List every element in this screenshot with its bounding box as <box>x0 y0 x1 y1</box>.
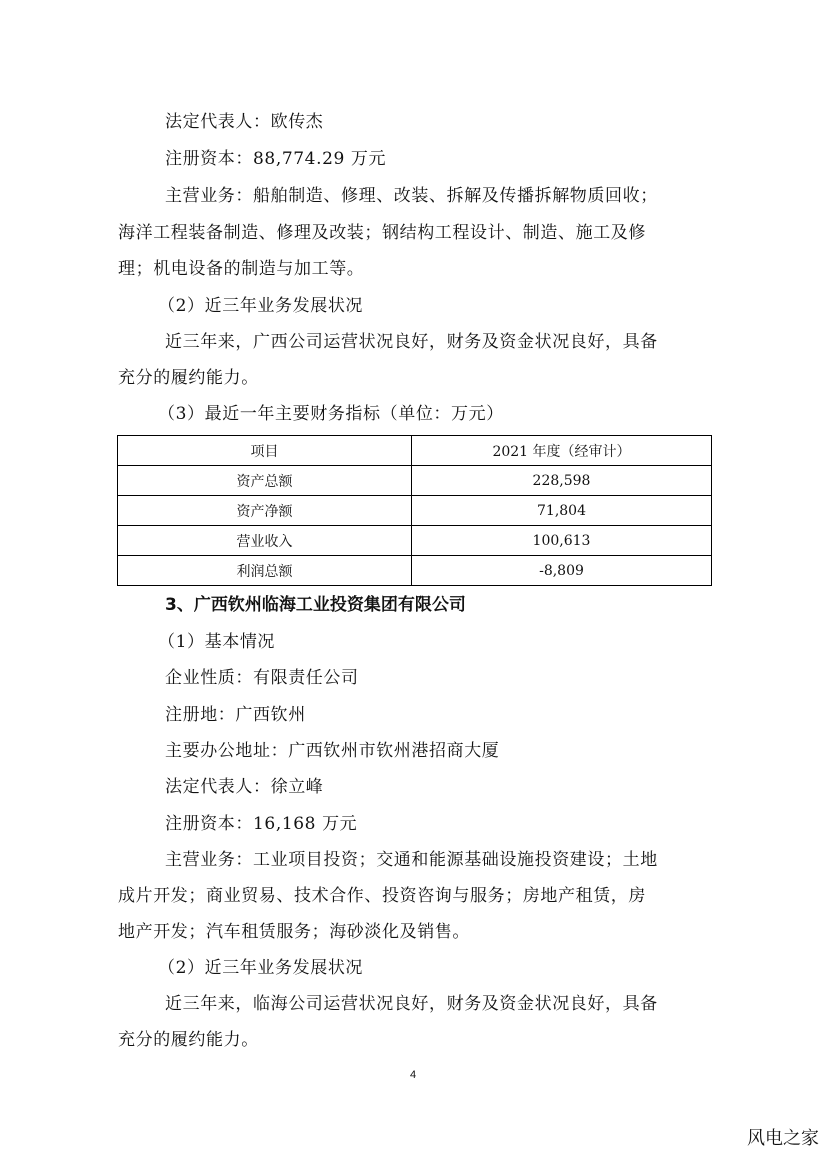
section-3-heading: 3、广西钦州临海工业投资集团有限公司 <box>165 595 466 615</box>
table-cell-label: 利润总额 <box>118 556 412 586</box>
business-line-2-2: 成片开发；商业贸易、技术合作、投资咨询与服务；房地产租赁，房 <box>118 886 646 906</box>
legal-rep-line: 法定代表人：欧传杰 <box>165 112 324 132</box>
table-cell-value: 100,613 <box>412 526 712 556</box>
development-line-2: 充分的履约能力。 <box>118 368 259 388</box>
development-line-1: 近三年来，广西公司运营状况良好，财务及资金状况良好，具备 <box>165 332 658 352</box>
table-row <box>118 556 712 586</box>
table-row <box>118 466 712 496</box>
office-address-line: 主要办公地址：广西钦州市钦州港招商大厦 <box>165 741 500 761</box>
financial-table <box>117 435 712 586</box>
registered-capital-line: 注册资本：88,774.29 万元 <box>165 149 387 169</box>
financial-indicators-heading: （3）最近一年主要财务指标（单位：万元） <box>158 404 504 424</box>
registered-capital-line-2: 注册资本：16,168 万元 <box>165 814 358 834</box>
table-row <box>118 496 712 526</box>
development-heading: （2）近三年业务发展状况 <box>158 296 364 316</box>
development-line-2-2: 充分的履约能力。 <box>118 1030 259 1050</box>
registered-place-line: 注册地：广西钦州 <box>165 705 306 725</box>
basic-info-heading: （1）基本情况 <box>158 632 276 652</box>
table-cell-value: -8,809 <box>412 556 712 586</box>
business-line-2-3: 地产开发；汽车租赁服务；海砂淡化及销售。 <box>118 922 470 942</box>
business-line-3: 理；机电设备的制造与加工等。 <box>118 259 365 279</box>
development-line-2-1: 近三年来，临海公司运营状况良好，财务及资金状况良好，具备 <box>165 994 658 1014</box>
table-row <box>118 526 712 556</box>
table-cell-value: 71,804 <box>412 496 712 526</box>
table-header-row <box>118 436 712 466</box>
table-cell-value: 228,598 <box>412 466 712 496</box>
table-cell-label: 资产净额 <box>118 496 412 526</box>
watermark-text: 风电之家 <box>747 1128 819 1149</box>
legal-rep-line-2: 法定代表人：徐立峰 <box>165 777 324 797</box>
table-cell-label: 资产总额 <box>118 466 412 496</box>
business-line-2-1: 主营业务：工业项目投资；交通和能源基础设施投资建设；土地 <box>165 850 658 870</box>
business-line-1: 主营业务：船舶制造、修理、改装、拆解及传播拆解物质回收； <box>165 186 658 206</box>
development-heading-2: （2）近三年业务发展状况 <box>158 958 364 978</box>
table-header-cell: 项目 <box>118 436 412 466</box>
company-nature-line: 企业性质：有限责任公司 <box>165 668 359 688</box>
table-cell-label: 营业收入 <box>118 526 412 556</box>
business-line-2: 海洋工程装备制造、修理及改装；钢结构工程设计、制造、施工及修 <box>118 223 646 243</box>
page-number: 4 <box>409 1069 417 1081</box>
table-header-cell: 2021 年度（经审计） <box>412 436 712 466</box>
